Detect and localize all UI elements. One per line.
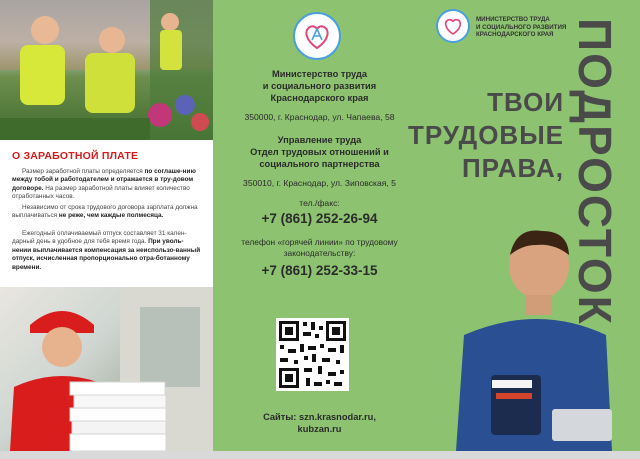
telfax-label: тел./факс: [299,198,340,208]
bottom-strip [0,451,640,459]
salary-heading: О ЗАРАБОТНОЙ ПЛАТЕ [12,150,139,162]
ministry-line-1: Министерство труда [271,69,368,79]
salary-p1-text-2: На размер заработной платы влияет количество отработанных часов. [12,184,190,201]
telfax-number[interactable]: +7 (861) 252-26-94 [261,211,378,226]
websites-line-2[interactable]: kubzan.ru [297,424,342,434]
ministry-small-1: МИНИСТЕРСТВО ТРУДА [476,16,550,23]
title-line-1: ТВОИ [487,87,564,117]
websites [213,411,426,435]
websites-line-1[interactable]: Сайты: szn.krasnodar.ru, [263,412,376,422]
ministry-small-2: И СОЦИАЛЬНОГО РАЗВИТИЯ [476,23,567,31]
salary-section [0,140,213,287]
middle-panel [213,0,426,459]
ministry-logo-small [436,9,470,43]
department-name [213,134,426,170]
salary-p3-text: Ежегодный оплачиваемый отпуск составляет 31 кален-дарный день в удобное для тебя время года. [12,230,187,246]
salary-p2-bold: не реже, чем каждые полмесяца. [58,212,164,220]
ministry-small-3: КРАСНОДАРСКОГО КРАЯ [476,31,554,39]
hotline-label-2: законодательству: [283,248,356,258]
ministry-line-2: и социального развития [262,81,377,91]
photo-teens-gardening-illustration [0,0,213,140]
dept-line-3: социального партнерства [259,159,380,169]
photo-teen-courier [0,287,213,451]
salary-paragraph-3 [12,230,202,272]
ministry-name [213,68,426,104]
photo-teen-student [426,225,616,451]
right-panel [407,0,640,459]
photo-teen-courier-illustration [0,287,213,451]
qr-code[interactable] [276,318,349,391]
ministry-line-3: Краснодарского края [270,93,369,103]
department-address: 350010, г. Краснодар, ул. Зиповская, 5 [243,178,396,188]
title-line-2: ТРУДОВЫЕ [407,120,564,150]
salary-p1-bold: по соглаше-нию между тобой и работодателем и отражается в тру-довом договоре. [12,168,196,192]
hotline-label-1: телефон «горячей линии» по трудовому [241,237,398,247]
heart-logo-icon [295,14,339,58]
hotline-number[interactable]: +7 (861) 252-33-15 [261,263,378,278]
ministry-address: 350000, г. Краснодар, ул. Чапаева, 58 [244,112,395,122]
salary-paragraph-2 [12,204,202,221]
salary-p1-text: Размер заработной платы определяется [22,168,145,175]
heart-logo-icon-small [438,11,468,41]
salary-paragraph-1 [12,168,202,202]
photo-teens-gardening [0,0,213,140]
brochure-title [408,86,564,185]
qr-code-icon [276,318,349,391]
left-panel [0,0,213,459]
salary-p3-bold: При уволь-нении выплачивается компенсация за неиспользо-ванный отпуск, исчисленная пропорционально отра-ботанному времени. [12,238,201,271]
title-line-3: ПРАВА, [461,153,564,183]
ministry-logo [293,12,341,60]
dept-line-1: Управление труда [277,135,362,145]
dept-line-2: Отдел трудовых отношений и [250,147,389,157]
hotline-label [213,237,426,259]
vertical-title: ПОДРОСТОК [569,18,621,326]
salary-p2-text: Независимо от срока трудового договора зарплата должна выплачиваться [12,204,198,220]
